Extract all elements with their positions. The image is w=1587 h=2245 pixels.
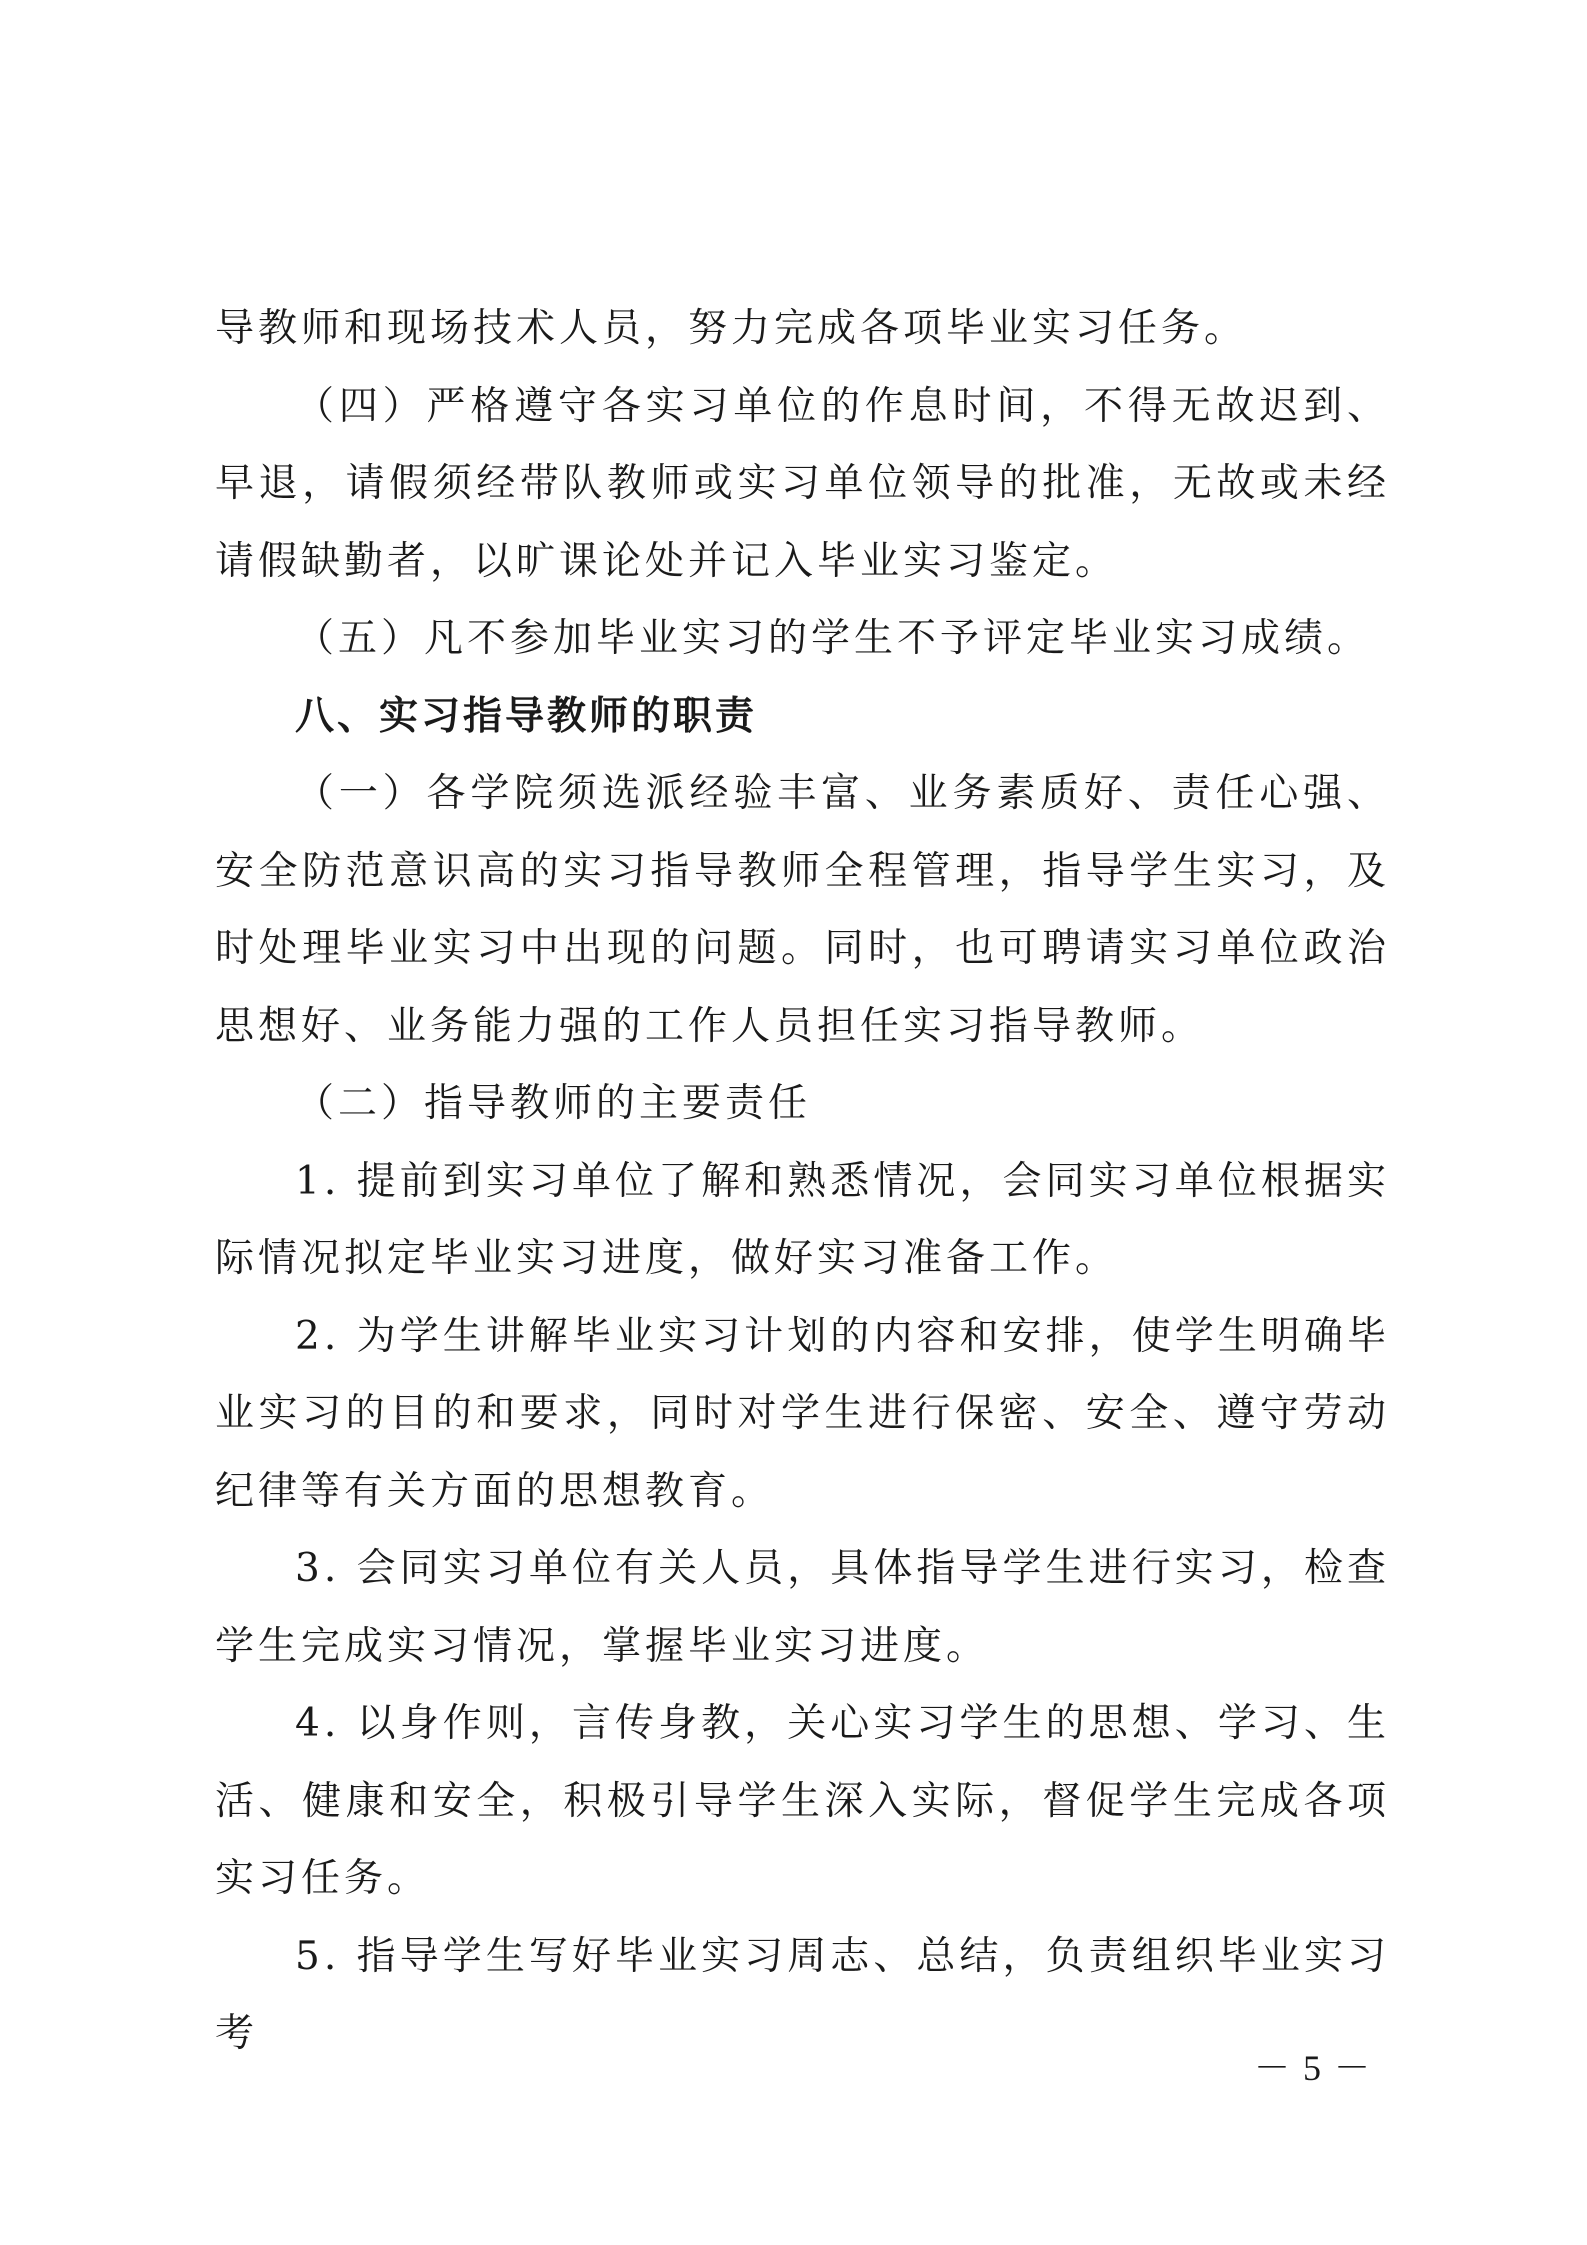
paragraph-item-5: （五）凡不参加毕业实习的学生不予评定毕业实习成绩。: [295, 616, 1371, 661]
paragraph-continuation: 导教师和现场技术人员，努力完成各项毕业实习任务。: [215, 306, 1248, 351]
document-body: [215, 290, 1390, 2073]
paragraph-item-4: （四）严格遵守各实习单位的作息时间，不得无故迟到、早退，请假须经带队教师或实习单位领导的批准，无故或未经请假缺勤者，以旷课论处并记入毕业实习鉴定。: [215, 383, 1390, 584]
list-item-3: 3. 会同实习单位有关人员，具体指导学生进行实习，检查学生完成实习情况，掌握毕业实习进度。: [215, 1546, 1390, 1669]
paragraph-item-2: （二）指导教师的主要责任: [295, 1081, 812, 1126]
paragraph-item-1: （一）各学院须选派经验丰富、业务素质好、责任心强、安全防范意识高的实习指导教师全程管理，指导学生实习，及时处理毕业实习中出现的问题。同时，也可聘请实习单位政治思想好、业务能力强的工作人员担任实习指导教师。: [215, 771, 1390, 1049]
section-heading-8: 八、实习指导教师的职责: [295, 693, 758, 739]
list-item-4: 4. 以身作则，言传身教，关心实习学生的思想、学习、生活、健康和安全，积极引导学生深入实际，督促学生完成各项实习任务。: [215, 1701, 1390, 1901]
list-item-1: 1. 提前到实习单位了解和熟悉情况，会同实习单位根据实际情况拟定毕业实习进度，做好实习准备工作。: [215, 1158, 1390, 1281]
page-number: － 5 －: [1253, 2048, 1372, 2088]
list-item-5: 5. 指导学生写好毕业实习周志、总结，负责组织毕业实习考: [215, 1933, 1390, 2056]
list-item-2: 2. 为学生讲解毕业实习计划的内容和安排，使学生明确毕业实习的目的和要求，同时对学生进行保密、安全、遵守劳动纪律等有关方面的思想教育。: [215, 1313, 1390, 1514]
